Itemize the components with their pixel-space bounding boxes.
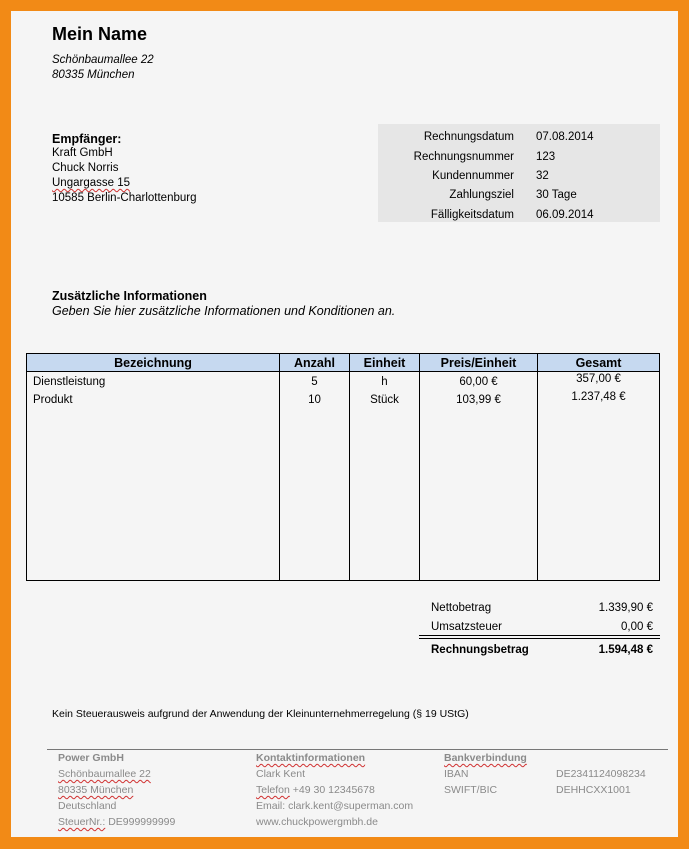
footer-contact-name: Clark Kent: [256, 768, 306, 780]
total-value: 1.594,48 €: [598, 644, 653, 656]
table-header: [27, 354, 659, 372]
footer-iban-label: IBAN: [444, 768, 469, 780]
meta-value: 07.08.2014: [536, 131, 594, 143]
tax-value: 0,00 €: [621, 621, 653, 633]
meta-row-customer-number: [378, 167, 660, 186]
footer-tax-prefix: SteuerNr.:: [58, 816, 106, 828]
footer-contact-phone: [256, 784, 375, 796]
meta-value: 30 Tage: [536, 189, 577, 201]
footer-company-country: Deutschland: [58, 800, 117, 812]
footer-contact-email[interactable]: Email: clark.kent@superman.com: [256, 800, 414, 812]
total-label: Rechnungsbetrag: [431, 644, 529, 656]
footer-phone-value: +49 30 12345678: [292, 784, 375, 796]
meta-value: 32: [536, 170, 549, 182]
meta-label: Zahlungsziel: [449, 189, 514, 201]
sender-city: 80335 München: [52, 69, 135, 81]
meta-value: 06.09.2014: [536, 209, 594, 221]
line-items-table: [26, 353, 660, 581]
totals-divider: [419, 638, 660, 639]
column-divider: [537, 354, 538, 580]
header-einheit: Einheit: [363, 356, 406, 370]
net-value: 1.339,90 €: [598, 602, 653, 614]
cell-gesamt: 357,00 €: [576, 373, 621, 385]
footer-tax-number: [58, 816, 175, 828]
recipient-title: Empfänger:: [52, 132, 122, 146]
recipient-street: [52, 177, 130, 189]
header-bezeichnung: Bezeichnung: [114, 356, 192, 370]
cell-preis: 60,00 €: [459, 376, 498, 388]
footer-contact-title: [256, 752, 365, 764]
footer-company-street-text: Schönbaumallee 22: [58, 768, 151, 780]
tax-label: Umsatzsteuer: [431, 621, 502, 633]
recipient-street-text: Ungargasse 15: [52, 177, 130, 189]
cell-preis: 103,99 €: [456, 394, 501, 406]
recipient-city: 10585 Berlin-Charlottenburg: [52, 192, 197, 204]
footer-company-title: Power GmbH: [58, 752, 124, 764]
footer-bic-value: DEHHCXX1001: [556, 784, 631, 796]
tax-notice: Kein Steuerausweis aufgrund der Anwendung der Kleinunternehmerregelung (§ 19 UStG): [52, 708, 469, 720]
recipient-person: Chuck Norris: [52, 162, 119, 174]
footer-company-city-text: 80335 München: [58, 784, 134, 796]
meta-value: 123: [536, 151, 556, 163]
cell-anzahl: 5: [311, 376, 318, 388]
invoice-meta-box: [378, 124, 660, 222]
meta-label: Rechnungsdatum: [423, 131, 514, 143]
meta-row-due-date: [378, 206, 660, 225]
meta-row-invoice-number: [378, 148, 660, 167]
footer-divider: [47, 749, 668, 750]
cell-gesamt: 1.237,48 €: [571, 391, 626, 403]
cell-einheit: h: [381, 376, 388, 388]
net-label: Nettobetrag: [431, 602, 492, 614]
cell-bezeichnung: Produkt: [33, 394, 73, 406]
meta-row-invoice-date: [378, 128, 660, 147]
meta-label: Rechnungsnummer: [413, 151, 514, 163]
header-anzahl: Anzahl: [294, 356, 335, 370]
totals-divider: [419, 635, 660, 636]
header-preis: Preis/Einheit: [440, 356, 517, 370]
cell-einheit: Stück: [370, 394, 399, 406]
sender-name: Mein Name: [52, 24, 148, 44]
invoice-page: [11, 11, 678, 837]
footer-bank-title-text: Bankverbindung: [444, 752, 527, 764]
meta-label: Kundennummer: [432, 170, 514, 182]
footer-iban-value: DE2341124098234: [556, 768, 646, 780]
cell-anzahl: 10: [308, 394, 321, 406]
recipient-company: Kraft GmbH: [52, 147, 113, 159]
footer-tax-value: DE999999999: [108, 816, 176, 828]
header-gesamt: Gesamt: [575, 356, 622, 370]
footer-bank-title: [444, 752, 527, 764]
footer-phone-prefix: Telefon: [256, 784, 290, 796]
sender-street: Schönbaumallee 22: [52, 54, 154, 66]
footer-bic-label: SWIFT/BIC: [444, 784, 498, 796]
meta-label: Fälligkeitsdatum: [430, 209, 514, 221]
additional-info-text: Geben Sie hier zusätzliche Informationen und Konditionen an.: [52, 304, 396, 318]
meta-row-payment-term: [378, 186, 660, 205]
cell-bezeichnung: Dienstleistung: [33, 376, 106, 388]
footer-company-street: [58, 768, 151, 780]
additional-info-title: Zusätzliche Informationen: [52, 289, 207, 303]
footer-company-city: [58, 784, 133, 796]
footer-contact-web[interactable]: www.chuckpowergmbh.de: [256, 816, 378, 828]
footer-contact-title-text: Kontaktinformationen: [256, 752, 366, 764]
